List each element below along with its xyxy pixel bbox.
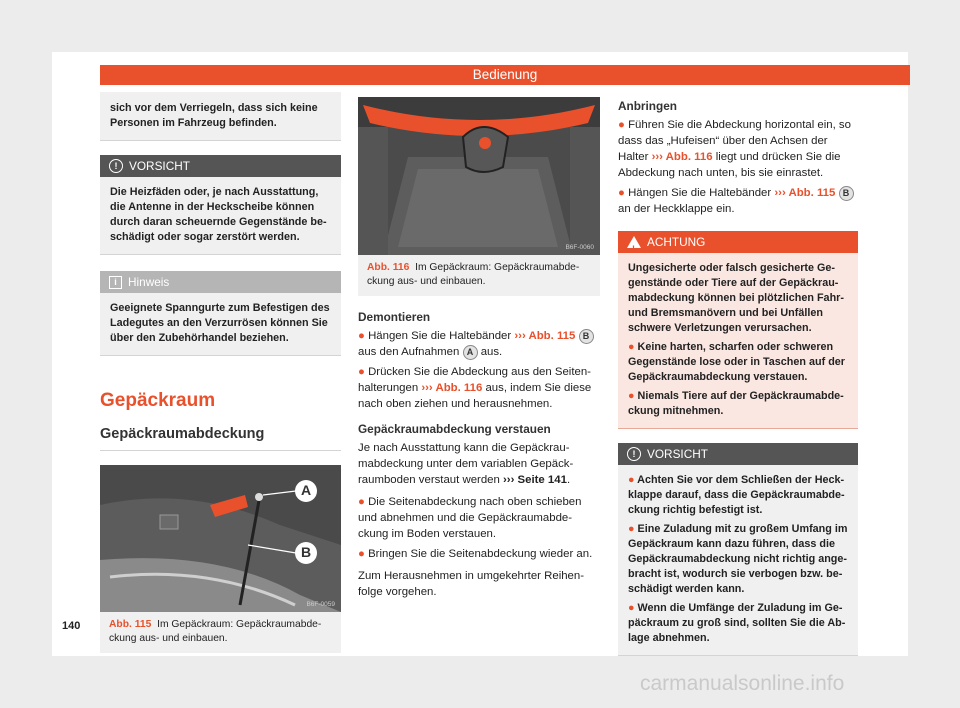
page-number: 140 [62,620,81,632]
caution-bullet-1: ● Achten Sie vor dem Schließen der Heck-klappe darauf, dass die Gepäckraumabde-ckung richtig befestigt ist. [628,474,845,516]
column-left [100,92,341,653]
storage-step-2: ● Bringen Sie die Seitenabdeckung wieder an. [358,548,593,560]
subsection-title: Gepäckraumabdeckung [100,426,341,451]
figure-link[interactable]: ››› Abb. 116 [651,151,713,163]
step-text: an der Heckklappe ein. [618,203,735,215]
warning-header [618,231,858,253]
figure-116-caption [358,255,600,296]
step-text: aus, indem Sie diese nach oben ziehen und herausnehmen. [358,382,592,410]
figure-link[interactable]: ››› Abb. 115 [774,187,836,199]
step-text: aus den Aufnahmen [358,346,460,358]
warning-bullet-2: ● Niemals Tiere auf der Gepäckraumabde-ckung mitnehmen. [628,390,844,417]
storage-text [358,440,600,488]
install-step-1: ● Führen Sie die Abdeckung horizontal ein, so dass das „Hufeisen“ über den Achsen der Halter ››› Abb. 116 liegt und drücken Sie die Abdeckung nach unten, bis sie einrastet. [618,119,851,179]
trunk-interior-illustration [358,97,600,255]
warning-icon: ! [627,236,641,248]
caution-box-1 [100,155,341,255]
bullet-text: Wenn die Umfänge der Zuladung im Ge-päckraum zu groß sind, sollten Sie die Ab-lage abnehmen. [628,602,846,644]
step-text: Drücken Sie die Abdeckung aus den Seiten-halterungen [358,366,591,394]
warning-body [618,253,858,429]
figure-number: Abb. 116 [367,262,410,273]
step-text: Führen Sie die Abdeckung horizontal ein, so dass das „Hufeisen“ über den Achsen der Halter [618,119,851,163]
label-b-circle: B [839,186,854,201]
step-text: aus. [480,346,503,358]
storage-section [358,422,600,600]
figure-ref: B6F-0060 [565,244,594,251]
page-link[interactable]: ››› Seite 141 [503,474,567,486]
watermark: carmanualsonline.info [640,672,845,695]
caution-icon: ! [627,447,641,461]
note-text: Geeignete Spanngurte zum Befestigen des Ladegutes an den Verzurrösen können Sie über den Zubehörhandel beziehen. [100,293,341,356]
install-heading: Anbringen [618,99,677,113]
storage-step-1: ● Die Seitenabdeckung nach oben schieben und abnehmen und die Gepäckraumabde-ckung im Boden verstauen. [358,496,582,540]
warning-bullet-1: ● Keine harten, scharfen oder schweren Gegenstände lose oder in Taschen auf der Gepäckraumabdeckung verstauen. [628,341,845,383]
step-text: Die Seitenabdeckung nach oben schieben und abnehmen und die Gepäckraumabde-ckung im Boden verstauen. [358,496,582,540]
section-title: Gepäckraum [100,390,216,411]
storage-intro-end: . [566,474,571,486]
figure-115-image [100,465,341,612]
step-text: liegt und drücken Sie die Abdeckung nach unten, bis sie einrastet. [618,151,841,179]
removal-heading: Demontieren [358,310,431,324]
storage-heading: Gepäckraumabdeckung verstauen [358,422,551,436]
column-middle [358,97,600,600]
note-box [100,271,341,356]
figure-label-b: B [300,544,312,560]
label-a-circle: A [463,345,478,360]
figure-link[interactable]: ››› Abb. 116 [421,382,483,394]
manual-page [52,52,908,656]
column-right [618,99,858,656]
figure-number: Abb. 115 [109,619,152,630]
caption-text: Im Gepäckraum: Gepäckraumabde-ckung aus- und einbauen. [109,619,322,644]
caution-header [100,155,341,177]
bullet-text: Achten Sie vor dem Schließen der Heck-klappe darauf, dass die Gepäckraumabde-ckung richtig befestigt ist. [628,474,845,516]
figure-label-a: A [300,482,312,498]
page-header: Bedienung [100,65,910,85]
caption-text: Im Gepäckraum: Gepäckraumabde-ckung aus- und einbauen. [367,262,580,287]
figure-115 [100,465,341,653]
warning-intro: Ungesicherte oder falsch gesicherte Ge-genstände oder Tiere auf der Gepäckrau-mabdeckung können bei plötzlichen Fahr- und Bremsmanövern und bei Unfällen schwere Verletzungen verursachen. [628,262,844,334]
caution-header [618,443,858,465]
figure-116 [358,97,600,296]
caution-bullet-2: ● Eine Zuladung mit zu großem Umfang im Gepäckraum kann dazu führen, dass die Gepäckraumabdeckung nicht richtig ange-bracht ist, wodurch sie verbogen bzw. be-schädigt werden kann. [628,523,848,595]
bullet-text: Eine Zuladung mit zu großem Umfang im Gepäckraum kann dazu führen, dass die Gepäckraumabdeckung nicht richtig ange-bracht ist, wodurch sie verbogen bzw. be-schädigt werden kann. [628,523,848,595]
figure-116-image [358,97,600,255]
caution-bullet-3: ● Wenn die Umfänge der Zuladung im Ge-päckraum zu groß sind, sollten Sie die Ab-lage abnehmen. [628,602,846,644]
label-b-circle: B [579,329,594,344]
step-text: Bringen Sie die Seitenabdeckung wieder an. [368,548,593,560]
figure-link[interactable]: ››› Abb. 115 [514,330,576,342]
caution-text: Die Heizfäden oder, je nach Ausstattung, die Antenne in der Heckscheibe können durch daran scheuernde Gegenstände be-schädigt oder sogar zerstört werden. [100,177,341,255]
section-heading [100,390,341,451]
caution-body [618,465,858,656]
removal-step-2: ● Drücken Sie die Abdeckung aus den Seiten-halterungen ››› Abb. 116 aus, indem Sie diese nach oben ziehen und herausnehmen. [358,366,592,410]
removal-section [358,310,600,412]
storage-reverse: Zum Herausnehmen in umgekehrter Reihen-folge vorgehen. [358,570,585,598]
removal-step-1: ● Hängen Sie die Haltebänder ››› Abb. 115 B aus den Aufnahmen A aus. [358,328,600,360]
storage-intro: Je nach Ausstattung kann die Gepäckrau-mabdeckung unter dem variablen Gepäck-raumboden verstaut werden [358,442,574,486]
warning-label: ACHTUNG [647,235,706,249]
install-step-2: ● Hängen Sie die Haltebänder ››› Abb. 115 B an der Heckklappe ein. [618,185,858,217]
bullet-text: Keine harten, scharfen oder schweren Gegenstände lose oder in Taschen auf der Gepäckraumabdeckung verstauen. [628,341,845,383]
info-icon: i [109,276,122,289]
step-text: Hängen Sie die Haltebänder [628,187,775,199]
intro-box: sich vor dem Verriegeln, dass sich keine Personen im Fahrzeug befinden. [100,92,341,141]
figure-115-caption [100,612,341,653]
figure-ref: B6F-0059 [306,601,335,608]
caution-box-2 [618,443,858,656]
bullet-text: Niemals Tiere auf der Gepäckraumabde-ckung mitnehmen. [628,390,844,417]
note-header [100,271,341,293]
caution-label: VORSICHT [129,159,190,173]
step-text: Hängen Sie die Haltebänder [368,330,515,342]
caution-label: VORSICHT [647,447,708,461]
warning-box [618,231,858,429]
caution-icon: ! [109,159,123,173]
note-label: Hinweis [128,275,170,289]
